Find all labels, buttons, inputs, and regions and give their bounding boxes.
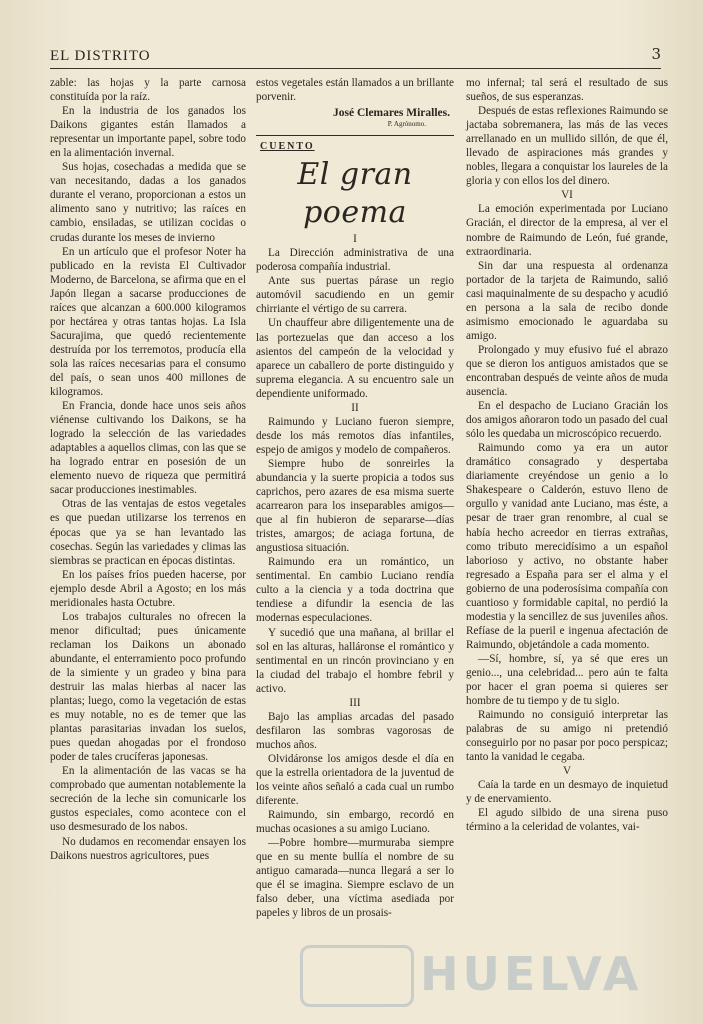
paragraph: Olvidáronse los amigos desde el día en que la estrella orientadora de la juventud de los veinte años señaló a cada cual un rumbo diferente. [256,752,454,808]
paragraph: Los trabajos culturales no ofrecen la menor dificultad; pues únicamente reclaman los Daikons un abonado abundante, el enterramiento poco profundo de la simiente y un gradeo y bina para destruir las malas hierbas al nacer las plantas; luego, como la vegetación de estas es muy notable, no es de temer que las plantas parasitarias invadan los suelos, pues quedan ahogadas por el frondoso poder de tales crucíferas japonesas. [50,610,246,764]
paragraph: La emoción experimentada por Luciano Gracián, el director de la empresa, al ver el nombre de Raimundo de León, fué grande, extraordinaria. [466,203,668,258]
story-title: El gran poema [297,157,413,231]
paragraph: Raimundo era un romántico, un sentimental. En cambio Luciano rendía culto a la ciencia y a toda doctrina que tendiese a difundir la esencia de las modernas especulaciones. [256,556,454,625]
paragraph: Siempre hubo de sonreirles la abundancia y la suerte propicia a todos sus caprichos, pero azares de esa misma suerte acarrearon para los inseparables amigos—que al fin hubieron de separarse—días tristes, amargos; de aciaga fortuna, de angustiosa situación. [256,457,454,555]
paragraph: —Pobre hombre—murmuraba siempre que en su mente bullía el nombre de su antiguo camarada—nunca llegará a ser lo que él se imagina. Siempre esclavo de un falso deber, una víctima asediada por papeles y libros de un prosais- [256,837,454,920]
paragraph: —Sí, hombre, sí, ya sé que eres un genio..., una celebridad... pero aún te falta por hacer el gran poema si quieres ser hombre de tu tiempo y de tu siglo. [466,652,668,708]
paragraph: Caía la tarde en un desmayo de inquietud y de enervamiento. [466,779,668,806]
divider [256,135,454,136]
seal-icon [300,945,414,1007]
paragraph: Un chauffeur abre diligentemente una de las portezuelas que dan acceso a los asientos del campeón de la velocidad y aparece un caballero de porte distinguido y suprema elegancia. A su encuentro sale un dependiente uniformado. [256,317,454,400]
column-1 [50,76,246,863]
paragraph: El agudo silbido de una sirena puso término a la celeridad de volantes, vai- [466,807,668,834]
paragraph: En Francia, donde hace unos seis años viénense cultivando los Daikons, se ha logrado la selección de las variedades adaptables a aquellos climas, con las que se ha logrado entrar en posesión de un elemento nuevo de riqueza que permitirá sacar producciones inestimables. [50,400,246,497]
paragraph: Y sucedió que una mañana, al brillar el sol en las alturas, halláronse el romántico y sentimental en un rincón provinciano y en la ciudad del trabajo el hombre febril y activo. [256,626,454,695]
paragraph: Sin dar una respuesta al ordenanza portador de la tarjeta de Raimundo, salió casi maquinalmente de su despacho y acudió en persona a la sala de recibo donde asimismo emocionado le aguardaba su amigo. [466,259,668,342]
paragraph: Sus hojas, cosechadas a medida que se van necesitando, dadas a los ganados durante el verano, proporcionan a estos un alimento sano y nutritivo; las raíces en cambio, ensiladas, se utilizan cocidas o crudas durante los meses de invierno [50,161,246,244]
section-label: CUENTO [260,141,315,153]
paragraph: Raimundo como ya era un autor dramático consagrado y despertaba diariamente creyéndose un genio a lo Shakespeare o Calderón, estuvo lleno de orgullo y vanidad ante Luciano, mas éste, a pesar de traer gran renombre, al cual se había hecho acreedor en tierras extrañas, como tributo merecidísimo a un español laborioso y activo, no obstante haber regresado a España para ser el alma y el gobierno de una poderosísima compañía con cuantioso y formidable capital, no perdió la modestia y la sencillez de sus juveniles años. Refíase de la pueril e ingenua afectación de Raimundo, objetándole a cada momento. [466,442,668,651]
paragraph: Prolongado y muy efusivo fué el abrazo que se dieron los antiguos amistados que se encontraban después de veinte años de muda ausencia. [466,343,668,399]
paragraph: Raimundo no consiguió interpretar las palabras de su amigo ni pretendió conseguirlo por no pasar por poco perspicaz; tanto la vanidad le cegaba. [466,709,668,764]
paragraph: Bajo las amplias arcadas del pasado desfilaron las sombras vagorosas de muchos años. [256,710,454,751]
paragraph: Raimundo, sin embargo, recordó en muchas ocasiones a su amigo Luciano. [256,809,454,836]
story-body [256,232,454,920]
library-watermark [300,945,643,1005]
paragraph: En un artículo que el profesor Noter ha publicado en la revista El Cultivador Moderno, de Barcelona, se afirma que en el Japón llegan a sacarse producciones de raíces que alcanzan a 600.000 kilogramos por hectárea y otras tantas hojas. La Isla Sacurajima, que quedó recientemente destruída por los terremotos, producía ella sola las raíces necesarias para el consumo del país, o sean unos 400 millones de kilogramos. [50,245,246,399]
paragraph: Raimundo y Luciano fueron siempre, desde los más remotos días infantiles, espejo de amigos y modelo de compañeros. [256,415,454,456]
author-signature: José Clemares Miralles. [333,107,450,120]
paragraph: En la alimentación de las vacas se ha comprobado que aumentan notablemente la secreción de la leche sin comunicarle los gustos especiales, como acontece con el uso desmesurado de los nabos. [50,765,246,834]
chapter-number: VI [561,189,573,202]
paragraph: Otras de las ventajas de estos vegetales es que puedan utilizarse los terrenos en épocas que ya se han levantado las cosechas. Según las variedades y climas las siembras se practican en épocas distintas. [50,498,246,567]
column-2 [256,76,454,920]
paragraph: Después de estas reflexiones Raimundo se jactaba sobremanera, las más de las veces arrellanado en un mullido sillón, de que él, llevado de aspiraciones más grandes y nobles, llegara a conquistar los laureles de la gloria y con ellos los del dinero. [466,105,668,188]
paragraph: No dudamos en recomendar ensayen los Daikons nuestros agricultores, pues [50,835,246,862]
chapter-number: II [351,401,359,414]
column-3 [466,76,668,835]
paragraph: Ante sus puertas párase un regio automóvil sacudiendo en un gemir chirriante el vértigo de su carrera. [256,275,454,316]
paragraph: En la industria de los ganados los Daikons gigantes están llamados a representar un importante papel, sobre todo en la alimentación invernal. [50,105,246,160]
page-number: 3 [651,45,661,63]
masthead: EL DISTRITO [50,48,151,64]
paragraph: estos vegetales están llamados a un brillante porvenir. [256,77,454,104]
chapter-number: V [562,765,572,778]
paragraph: La Dirección administrativa de una poderosa compañía industrial. [256,247,454,274]
author-role: P. Agrónomo. [387,120,426,129]
paragraph: mo infernal; tal será el resultado de sus sueños, de sus esperanzas. [466,77,668,104]
watermark-text: HUELVA [420,947,643,1001]
paragraph: zable: las hojas y la parte carnosa constituída por la raíz. [50,77,246,104]
page-header [50,44,661,69]
chapter-number: I [353,233,357,246]
chapter-number: III [349,696,361,709]
paragraph: En el despacho de Luciano Gracián los dos amigos añoraron todo un pasado del cual sólo les quedaba un microscópico recuerdo. [466,400,668,441]
paragraph: En los países fríos pueden hacerse, por ejemplo desde Abril a Agosto; en los más meridionales hasta Octubre. [50,568,246,609]
